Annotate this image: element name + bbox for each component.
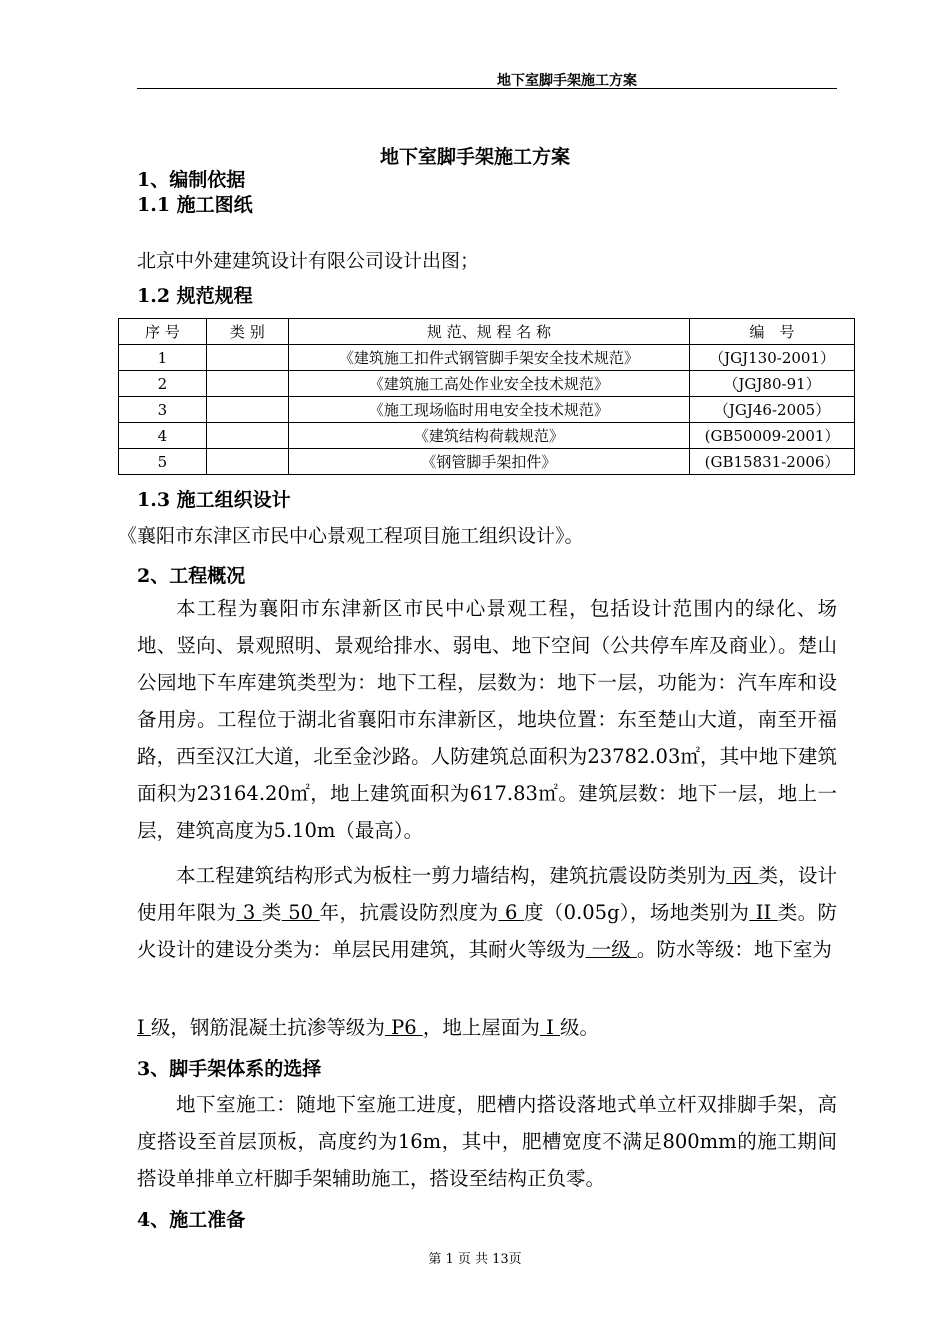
text-run: ，地上屋面为 [422, 1016, 540, 1039]
underlined-value: I [539, 1016, 560, 1039]
underlined-value: 一级 [585, 938, 637, 961]
table-cell: 1 [119, 345, 207, 371]
section-1-3-text: 《襄阳市东津区市民中心景观工程项目施工组织设计》。 [118, 525, 584, 547]
table-cell [206, 345, 288, 371]
running-header [137, 70, 837, 90]
running-header-title: 地下室脚手架施工方案 [497, 73, 637, 89]
text-run: 级，钢筋混凝土抗渗等级为 [150, 1016, 385, 1039]
section-2-heading: 2、工程概况 [137, 565, 246, 587]
table-header-cell: 编 号 [690, 319, 855, 345]
table-cell: （JGJ46-2005） [690, 397, 855, 423]
table-cell: 3 [119, 397, 207, 423]
section-1-2-heading: 1.2 规范规程 [137, 285, 253, 307]
scaffold-system-paragraph: 地下室施工：随地下室施工进度，肥槽内搭设落地式单立杆双排脚手架，高度搭设至首层顶板，高度约为16m，其中，肥槽宽度不满足800mm的施工期间搭设单排单立杆脚手架辅助施工，搭设至结构正负零。 [137, 1093, 837, 1190]
project-overview-paragraph: 本工程为襄阳市东津新区市民中心景观工程，包括设计范围内的绿化、场地、竖向、景观照明、景观给排水、弱电、地下空间（公共停车库及商业）。楚山公园地下车库建筑类型为：地下工程，层数为：地下一层，功能为：汽车库和设备用房。工程位于湖北省襄阳市东津新区，地块位置：东至楚山大道，南至开福路，西至汉江大道，北至金沙路。人防建筑总面积为23782.03㎡，其中地下建筑面积为23164.20㎡，地上建筑面积为617.83㎡。建筑层数：地下一层，地上一层，建筑高度为5.10m（最高）。 [137, 597, 837, 842]
table-header-cell: 类 别 [206, 319, 288, 345]
structure-paragraph [137, 857, 837, 968]
underlined-value: 50 [281, 901, 320, 924]
table-cell: （JGJ130-2001） [690, 345, 855, 371]
underlined-value: II [749, 901, 778, 924]
table-cell: （JGJ80-91） [690, 371, 855, 397]
table-cell: 《施工现场临时用电安全技术规范》 [288, 397, 689, 423]
section-1-heading: 1、编制依据 [137, 169, 246, 191]
page-footer: 第 1 页 共 13页 [428, 1252, 522, 1267]
header-rule [137, 88, 837, 89]
table-cell: 2 [119, 371, 207, 397]
text-run: 类，设计使用年限为 [137, 864, 837, 924]
table-row [119, 423, 855, 449]
table-cell: 《钢管脚手架扣件》 [288, 449, 689, 475]
table-cell: 4 [119, 423, 207, 449]
table-cell: (GB50009-2001） [690, 423, 855, 449]
text-run: 年，抗震设防烈度为 [319, 901, 499, 924]
table-header-cell: 序 号 [119, 319, 207, 345]
text-run: 类。防火设计的建设分类为：单层民用建筑，其耐火等级为 [137, 901, 837, 961]
text-run: 度（0.05g），场地类别为 [523, 901, 750, 924]
text-run: 级。 [559, 1016, 599, 1039]
table-row [119, 397, 855, 423]
table-cell: 5 [119, 449, 207, 475]
table-cell [206, 423, 288, 449]
text-run: 类 [261, 901, 282, 924]
section-1-3-heading: 1.3 施工组织设计 [137, 489, 291, 511]
underlined-value: P6 [384, 1016, 423, 1039]
underlined-value: 6 [498, 901, 524, 924]
section-3-heading: 3、脚手架体系的选择 [137, 1058, 322, 1080]
section-4-heading: 4、施工准备 [137, 1209, 246, 1231]
table-row [119, 449, 855, 475]
table-cell [206, 397, 288, 423]
table-row [119, 371, 855, 397]
table-header-row [119, 319, 855, 345]
table-cell: 《建筑施工高处作业安全技术规范》 [288, 371, 689, 397]
table-cell: (GB15831-2006） [690, 449, 855, 475]
table-cell: 《建筑结构荷载规范》 [288, 423, 689, 449]
waterproof-line [137, 1012, 599, 1040]
underlined-value: 丙 [726, 864, 759, 887]
table-cell [206, 371, 288, 397]
text-run: 。防水等级：地下室为 [636, 938, 832, 961]
table-cell [206, 449, 288, 475]
table-cell: 《建筑施工扣件式钢管脚手架安全技术规范》 [288, 345, 689, 371]
document-title: 地下室脚手架施工方案 [379, 146, 570, 168]
table-row [119, 345, 855, 371]
section-1-1-heading: 1.1 施工图纸 [137, 194, 253, 216]
underlined-value: 3 [236, 901, 262, 924]
underlined-value: I [137, 1016, 151, 1039]
table-header-cell: 规 范、规 程 名 称 [288, 319, 689, 345]
text-run: 本工程建筑结构形式为板柱一剪力墙结构，建筑抗震设防类别为 [176, 864, 727, 887]
section-1-1-text: 北京中外建建筑设计有限公司设计出图； [137, 250, 480, 272]
standards-table [118, 318, 855, 475]
